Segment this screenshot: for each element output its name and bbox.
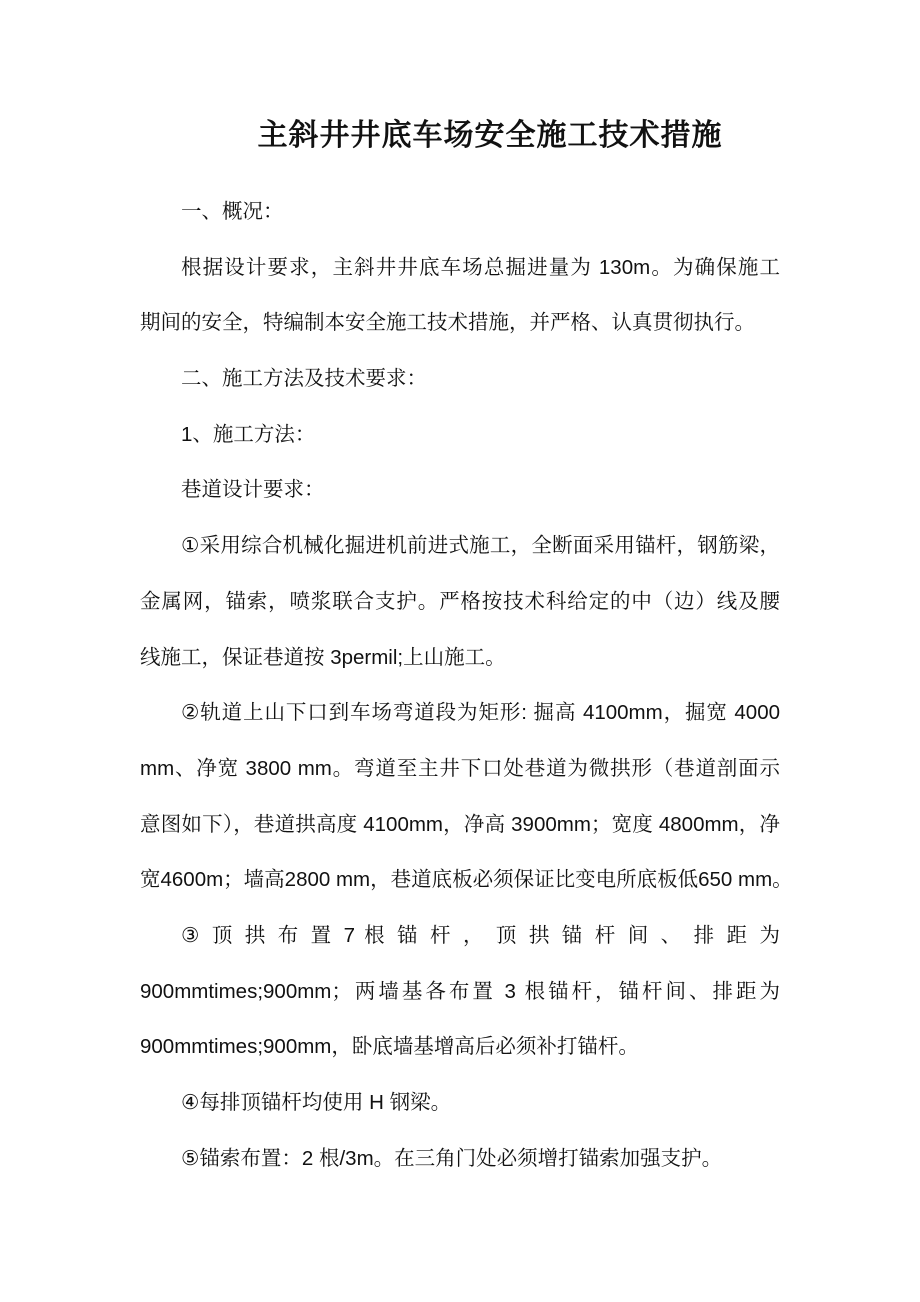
- document-body: [140, 193, 793, 1195]
- text-line: 900mmtimes;900mm，卧底墙基增高后必须补打锚杆。: [140, 1035, 639, 1059]
- text-line: 1、施工方法：: [181, 422, 316, 446]
- text-line: ④每排顶锚杆均使用 H 钢梁。: [181, 1091, 452, 1114]
- text-line: ①采用综合机械化掘进机前进式施工，全断面采用锚杆，钢筋梁，: [181, 534, 780, 558]
- text-line: 宽4600m；墙高2800 mm，巷道底板必须保证比变电所底板低650 mm。: [140, 868, 793, 892]
- text-line: 意图如下），巷道拱高度 4100mm，净高 3900mm；宽度 4800mm，净: [140, 812, 780, 836]
- text-line: ⑤锚索布置：2 根/3m。在三角门处必须增打锚索加强支护。: [181, 1146, 723, 1170]
- text-line: 二、施工方法及技术要求：: [181, 367, 427, 391]
- text-line: mm、净宽 3800 mm。弯道至主井下口处巷道为微拱形（巷道剖面示: [140, 756, 780, 780]
- text-line: 线施工，保证巷道按 3permil;上山施工。: [140, 645, 506, 669]
- text-line: 一、概况：: [181, 200, 284, 223]
- text-line: 900mmtimes;900mm；两墙基各布置 3 根锚杆，锚杆间、排距为: [140, 979, 780, 1003]
- text-line: ③ 顶 拱 布 置 7 根 锚 杆 ， 顶 拱 锚 杆 间 、 排 距 为: [181, 923, 780, 947]
- text-line: 金属网，锚索，喷浆联合支护。严格按技术科给定的中（边）线及腰: [140, 589, 780, 613]
- document-title: 主斜井井底车场安全施工技术措施: [257, 118, 723, 153]
- text-line: 巷道设计要求：: [181, 478, 325, 502]
- text-line: 根据设计要求，主斜井井底车场总掘进量为 130m。为确保施工: [181, 255, 780, 279]
- text-line: 期间的安全，特编制本安全施工技术措施，并严格、认真贯彻执行。: [140, 311, 755, 335]
- text-line: ②轨道上山下口到车场弯道段为矩形: 掘高 4100mm，掘宽 4000: [181, 701, 780, 725]
